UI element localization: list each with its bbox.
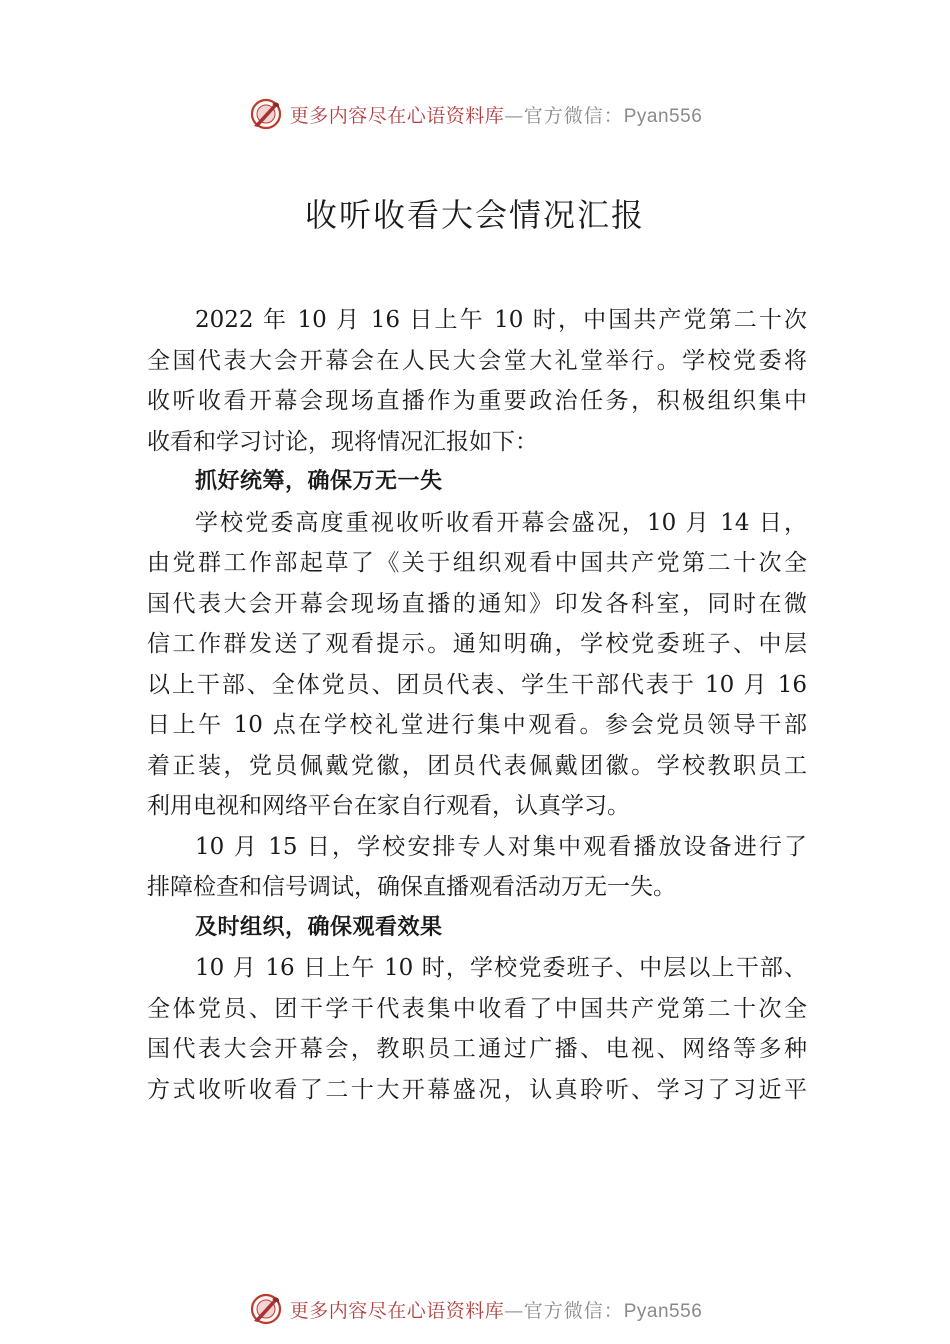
section-heading: 及时组织，确保观看效果 [195, 914, 443, 940]
banner-text [290, 1296, 703, 1323]
paragraph-line: 方式收听收看了二十大开幕盛况，认真聆听、学习了习近平 [147, 1076, 807, 1103]
paragraph-line: 由党群工作部起草了《关于组织观看中国共产党第二十次全 [147, 550, 807, 576]
banner-official-label: 官方微信： [523, 1299, 624, 1322]
paragraph-line: 2022 年 10 月 16 日上午 10 时，中国共产党第二十次 [195, 307, 807, 333]
paragraph-line: 利用电视和网络平台在家自行观看，认真学习。 [147, 793, 630, 819]
paragraph-line: 排障检查和信号调试，确保直播观看活动万无一失。 [147, 874, 676, 900]
paragraph-line: 学校党委高度重视收听收看开幕会盛况，10 月 14 日， [195, 509, 807, 536]
paragraph-line: 信工作群发送了观看提示。通知明确，学校党委班子、中层 [147, 631, 807, 657]
banner-wechat-id: Pyan556 [623, 1300, 703, 1322]
banner-wechat-id: Pyan556 [623, 105, 703, 127]
header-banner [0, 94, 950, 134]
footer-banner [0, 1289, 950, 1329]
paragraph-line: 日上午 10 点在学校礼堂进行集中观看。参会党员领导干部 [147, 712, 807, 738]
banner-text [290, 101, 703, 128]
paragraph-line: 国代表大会开幕会，教职员工通过广播、电视、网络等多种 [147, 1036, 807, 1062]
banner-main-text: 更多内容尽在心语资料库 [289, 104, 505, 127]
paragraph-line: 着正装，党员佩戴党徽，团员代表佩戴团徽。学校教职员工 [147, 752, 807, 779]
quill-logo-icon [248, 96, 284, 132]
banner-official-label: 官方微信： [523, 104, 624, 127]
paragraph-line: 收听收看开幕会现场直播作为重要政治任务，积极组织集中 [147, 388, 807, 414]
banner-separator: — [504, 1299, 524, 1322]
quill-logo-icon [248, 1291, 284, 1327]
document-body [147, 300, 807, 1110]
paragraph-line: 国代表大会开幕会现场直播的通知》印发各科室，同时在微 [147, 590, 807, 617]
paragraph-line: 以上干部、全体党员、团员代表、学生干部代表于 10 月 16 [147, 671, 807, 698]
page-title: 收听收看大会情况汇报 [304, 196, 645, 234]
paragraph-line: 10 月 15 日，学校安排专人对集中观看播放设备进行了 [195, 833, 807, 860]
paragraph-line: 10 月 16 日上午 10 时，学校党委班子、中层以上干部、 [195, 955, 807, 981]
paragraph-line: 收看和学习讨论，现将情况汇报如下： [147, 428, 538, 455]
paragraph-line: 全国代表大会开幕会在人民大会堂大礼堂举行。学校党委将 [147, 347, 807, 374]
paragraph-line: 全体党员、团干学干代表集中收看了中国共产党第二十次全 [147, 995, 807, 1022]
banner-separator: — [504, 104, 524, 127]
section-heading: 抓好统筹，确保万无一失 [195, 469, 443, 494]
banner-main-text: 更多内容尽在心语资料库 [289, 1299, 505, 1322]
